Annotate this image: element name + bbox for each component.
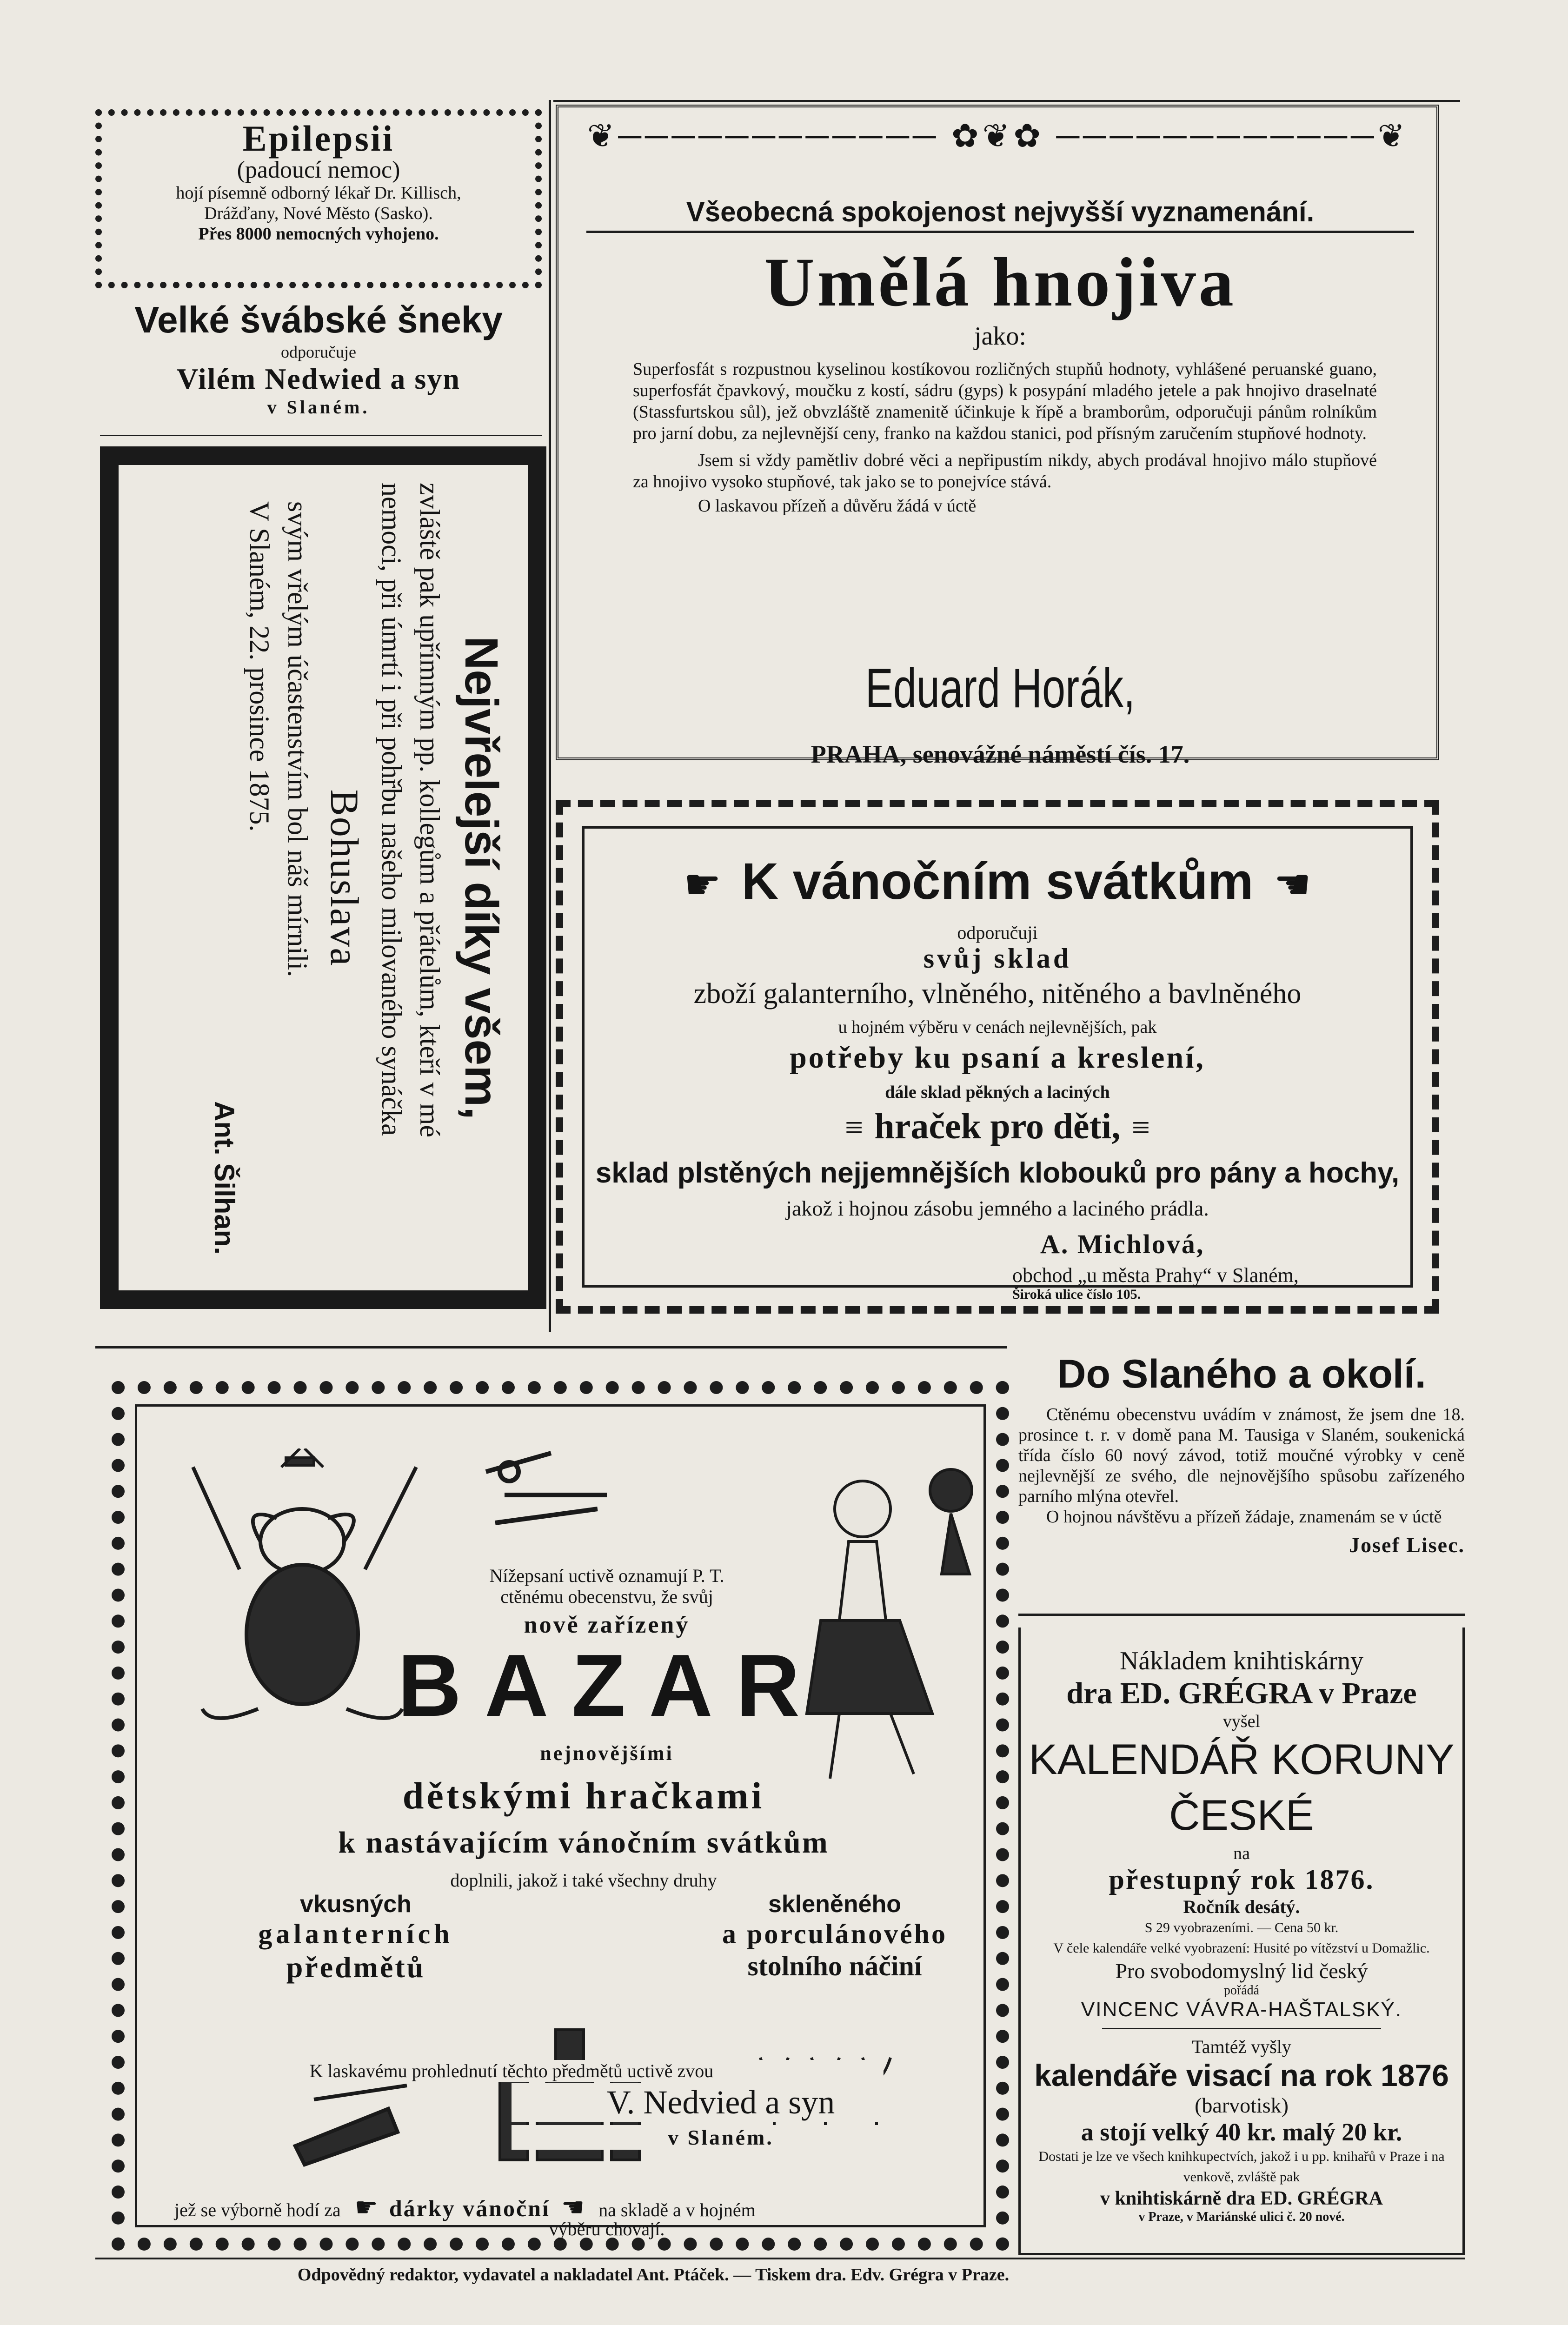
calendar-ad bbox=[1018, 1628, 1465, 2255]
christmas-ad bbox=[556, 800, 1439, 1314]
mourning-date: V Slaném, 22. prosince 1875. bbox=[244, 501, 275, 831]
epilepsy-line-2: Drážďany, Nové Město (Sasko). bbox=[204, 203, 433, 223]
brush-icon bbox=[286, 2081, 425, 2174]
christmas-dale: dále sklad pěkných a laciných bbox=[885, 1083, 1110, 1102]
calendar-na: na bbox=[1233, 1844, 1250, 1863]
bazaar-predmetu: předmětů bbox=[286, 1951, 425, 1984]
christmas-toys-row bbox=[585, 1105, 1410, 1147]
fertilizer-para-3: O laskavou přízeň a důvěru žádá v úctě bbox=[698, 496, 977, 516]
snails-ad bbox=[95, 298, 542, 432]
horizontal-rule bbox=[95, 1346, 1007, 1348]
bazaar-sklen: skleněného bbox=[768, 1891, 902, 1918]
bazaar-vkusnych: vkusných bbox=[300, 1891, 412, 1918]
snails-recommend: odporučuje bbox=[281, 343, 356, 361]
fertilizer-headline: Všeobecná spokojenost nejvyšší vyznamenání. bbox=[586, 196, 1414, 233]
calendar-rocnik: Ročník desátý. bbox=[1183, 1896, 1300, 1917]
calendar-lid: Pro svobodomyslný lid český bbox=[1115, 1959, 1368, 1983]
divider bbox=[100, 435, 542, 436]
calendar-l3: vyšel bbox=[1223, 1712, 1261, 1731]
snails-firm: Vilém Nedwied a syn bbox=[177, 362, 460, 395]
bazaar-intro-1: Nížepsaní uctivě oznamují P. T. bbox=[489, 1565, 724, 1586]
christmas-potreby: potřeby ku psaní a kreslení, bbox=[790, 1041, 1205, 1075]
bazaar-place: v Slaném. bbox=[512, 2125, 930, 2150]
calendar-visaci: kalendáře visací na rok 1876 bbox=[1034, 2058, 1449, 2092]
mourning-title: Nejvřelejší díky všem, bbox=[455, 636, 507, 1120]
calendar-obr: S 29 vyobrazeními. — Cena 50 kr. bbox=[1144, 1920, 1339, 1935]
christmas-owner: A. Michlová, bbox=[1040, 1229, 1205, 1259]
slany-para-1: Ctěnému obecenstvu uvádím v známost, že jsem dne 18. prosince t. r. v domě pana M. Tausiga v Slaném, soukenická třída číslo 60 nový závod, totiž moučné výrobky v ceně nejlevnější ze svého, dle nejnovějšího spůsobu zařízeného parního mlýna otevřel. bbox=[1018, 1405, 1465, 1506]
fertilizer-para-1: Superfosfát s rozpustnou kyselinou kostíkovou rozličných stupňů hodnoty, vyhlášené peruanské guano, superfosfát čpavkový, moučku z kostí, sádru (gyps) k posypání mladého jetele a pak hnojivo draselnaté (Stassfurtskou sůl), jež obvzláště znamenitě účinkuje k řípě a bramborům, odporučuji pánům rolníkům pro jarní dobu, za nejlevnější ceny, franko na každou stanici, pod přísným zaručením stupňové hodnoty. bbox=[633, 359, 1377, 443]
pointing-hand-icon: ☛ bbox=[354, 2193, 378, 2222]
epilepsy-line-3: Přes 8000 nemocných vyhojeno. bbox=[198, 224, 439, 244]
divider bbox=[1018, 1614, 1465, 1616]
bazaar-vyber: výběru chovají. bbox=[549, 2219, 665, 2239]
top-rule bbox=[553, 100, 1460, 102]
slany-title: Do Slaného a okolí. bbox=[1057, 1352, 1426, 1396]
calendar-tisk: v knihtiskárně dra ED. GRÉGRA bbox=[1100, 2188, 1383, 2209]
column-rule bbox=[549, 100, 551, 1332]
footer-imprint: Odpovědný redaktor, vydavatel a nakladatel Ant. Ptáček. — Tiskem dra. Edv. Grégra v Praze. bbox=[297, 2265, 1010, 2285]
christmas-hats: sklad plstěných nejjemnějších klobouků pro pány a hochy, bbox=[595, 1157, 1400, 1189]
calendar-editor: VINCENC VÁVRA-HAŠTALSKÝ. bbox=[1081, 1998, 1402, 2021]
bazaar-galanter: galanterních bbox=[258, 1919, 453, 1949]
bazaar-left-col bbox=[193, 1890, 518, 1985]
calendar-barv: (barvotisk) bbox=[1195, 2093, 1289, 2117]
mourning-line-3: svým vřelým účastenstvím bol náš mírnili. bbox=[282, 501, 313, 977]
scissors-knife-icon bbox=[477, 1435, 616, 1541]
bazaar-toys: dětskými hračkami bbox=[402, 1774, 765, 1817]
epilepsy-title: Epilepsii bbox=[242, 118, 395, 159]
christmas-street: Široká ulice číslo 105. bbox=[1012, 1287, 1141, 1302]
bazaar-newest: nejnovějšími bbox=[540, 1742, 674, 1765]
fertilizer-jako: jako: bbox=[974, 322, 1026, 351]
pointing-hand-left-icon: ☚ bbox=[561, 2193, 585, 2222]
bazaar-holiday: k nastávajícím vánočním svátkům bbox=[338, 1826, 829, 1860]
snails-title: Velké švábské šneky bbox=[134, 299, 503, 340]
fertilizer-name: Eduard Horák, bbox=[865, 657, 1136, 719]
epilepsy-line-1: hojí písemně odborný lékař Dr. Killisch, bbox=[176, 183, 461, 203]
calendar-l1: Nákladem knihtiskárny bbox=[1119, 1647, 1364, 1675]
bazaar-stolni: stolního náčiní bbox=[747, 1951, 922, 1981]
christmas-svuj: svůj sklad bbox=[923, 943, 1072, 974]
mourning-name: Bohuslava bbox=[322, 789, 367, 967]
epilepsy-ad bbox=[95, 109, 542, 288]
bazaar-prohled: K laskavému prohlednutí těchto předmětů uctivě zvou bbox=[140, 2060, 884, 2082]
christmas-title-row bbox=[585, 852, 1410, 911]
bazaar-darky: dárky vánoční bbox=[389, 2195, 550, 2221]
mourning-line-2: nemoci, při úmrtí i při pohřbu našeho milovaného synáčka bbox=[376, 482, 407, 1136]
calendar-porida: pořádá bbox=[1223, 1983, 1260, 1998]
bazaar-right-col bbox=[672, 1890, 997, 1982]
christmas-goods: zboží galanterního, vlněného, nitěného a bavlněného bbox=[693, 978, 1302, 1010]
christmas-choice: u hojném výběru v cenách nejlevnějších, pak bbox=[838, 1017, 1157, 1037]
fertilizer-ad bbox=[556, 105, 1439, 768]
christmas-inner bbox=[582, 826, 1413, 1302]
christmas-linen: jakož i hojnou zásobu jemného a laciného prádla. bbox=[786, 1196, 1209, 1220]
pointing-hand-left-icon: ☚ bbox=[1274, 862, 1311, 908]
bazaar-nove: nově zařízený bbox=[524, 1612, 690, 1638]
slany-ad bbox=[1018, 1348, 1465, 1590]
christmas-toys: hraček pro děti, bbox=[874, 1106, 1121, 1146]
mourning-line-1: zvláště pak upřímným pp. kollegům a přátelům, kteří v mé bbox=[414, 482, 445, 1137]
mourning-text bbox=[133, 483, 514, 1273]
christmas-recommend: odporučuji bbox=[957, 922, 1038, 943]
divider bbox=[1102, 2028, 1381, 2029]
bazaar-sklade: na skladě a v hojném bbox=[598, 2199, 756, 2220]
triple-rule-icon: ≡ bbox=[1131, 1110, 1150, 1146]
slany-signature: Josef Lisec. bbox=[1349, 1533, 1465, 1557]
bazaar-firm: V. Nedvied a syn bbox=[512, 2083, 930, 2122]
epilepsy-subtitle: (padoucí nemoc) bbox=[237, 157, 400, 183]
calendar-dostati: Dostati je lze ve všech knihkupectvích, jakož i u pp. knihařů v Praze i na venkově, zvláště pak bbox=[1038, 2149, 1445, 2185]
fertilizer-body bbox=[633, 359, 1377, 517]
calendar-cele: V čele kalendáře velké vyobrazení: Husité po vítězství u Domažlic. bbox=[1053, 1940, 1430, 1956]
mourning-signature: Ant. Šilhan. bbox=[209, 1101, 240, 1255]
mourning-notice bbox=[100, 446, 546, 1309]
calendar-year: přestupný rok 1876. bbox=[1109, 1864, 1375, 1895]
bazaar-porcel: a porculánového bbox=[722, 1919, 947, 1949]
christmas-title: K vánočním svátkům bbox=[741, 853, 1254, 910]
fertilizer-title: Umělá hnojiva bbox=[764, 244, 1236, 321]
calendar-adresa: v Praze, v Mariánské ulici č. 20 nové. bbox=[1138, 2210, 1345, 2224]
jester-illustration bbox=[184, 1448, 425, 1737]
calendar-tamtez: Tamtéž vyšly bbox=[1192, 2036, 1291, 2057]
bazaar-jez: jež se výborně hodí za bbox=[174, 2199, 341, 2220]
ornament-top-icon: ❦──────────── ✿❦✿ ────────────❦ bbox=[587, 119, 1409, 154]
triple-rule-icon: ≡ bbox=[844, 1110, 864, 1146]
fertilizer-address: PRAHA, senovážné náměstí čís. 17. bbox=[811, 740, 1190, 768]
calendar-title: KALENDÁŘ KORUNY ČESKÉ bbox=[1029, 1736, 1455, 1839]
bazaar-intro-2: ctěnému obecenstvu, že svůj bbox=[500, 1586, 713, 1607]
footer-rule bbox=[95, 2258, 1465, 2259]
slany-para-2: O hojnou návštěvu a přízeň žádaje, znamenám se v úctě bbox=[1046, 1507, 1442, 1527]
calendar-l2: dra ED. GRÉGRA v Praze bbox=[1066, 1676, 1417, 1710]
fertilizer-para-2: Jsem si vždy pamětliv dobré věci a nepřipustím nikdy, abych prodával hnojivo málo stupňové za hnojivo vysoko stupňové, tak jako se to ponejvíce stává. bbox=[633, 451, 1377, 492]
bazaar-title: BAZAR bbox=[398, 1636, 823, 1735]
calendar-cena: a stojí velký 40 kr. malý 20 kr. bbox=[1081, 2118, 1402, 2146]
christmas-shop: obchod „u města Prahy“ v Slaném, bbox=[1012, 1264, 1299, 1287]
snails-place: v Slaném. bbox=[267, 397, 370, 418]
pointing-hand-icon: ☛ bbox=[684, 862, 721, 908]
bazaar-doplnili: doplnili, jakož i také všechny druhy bbox=[450, 1870, 717, 1891]
